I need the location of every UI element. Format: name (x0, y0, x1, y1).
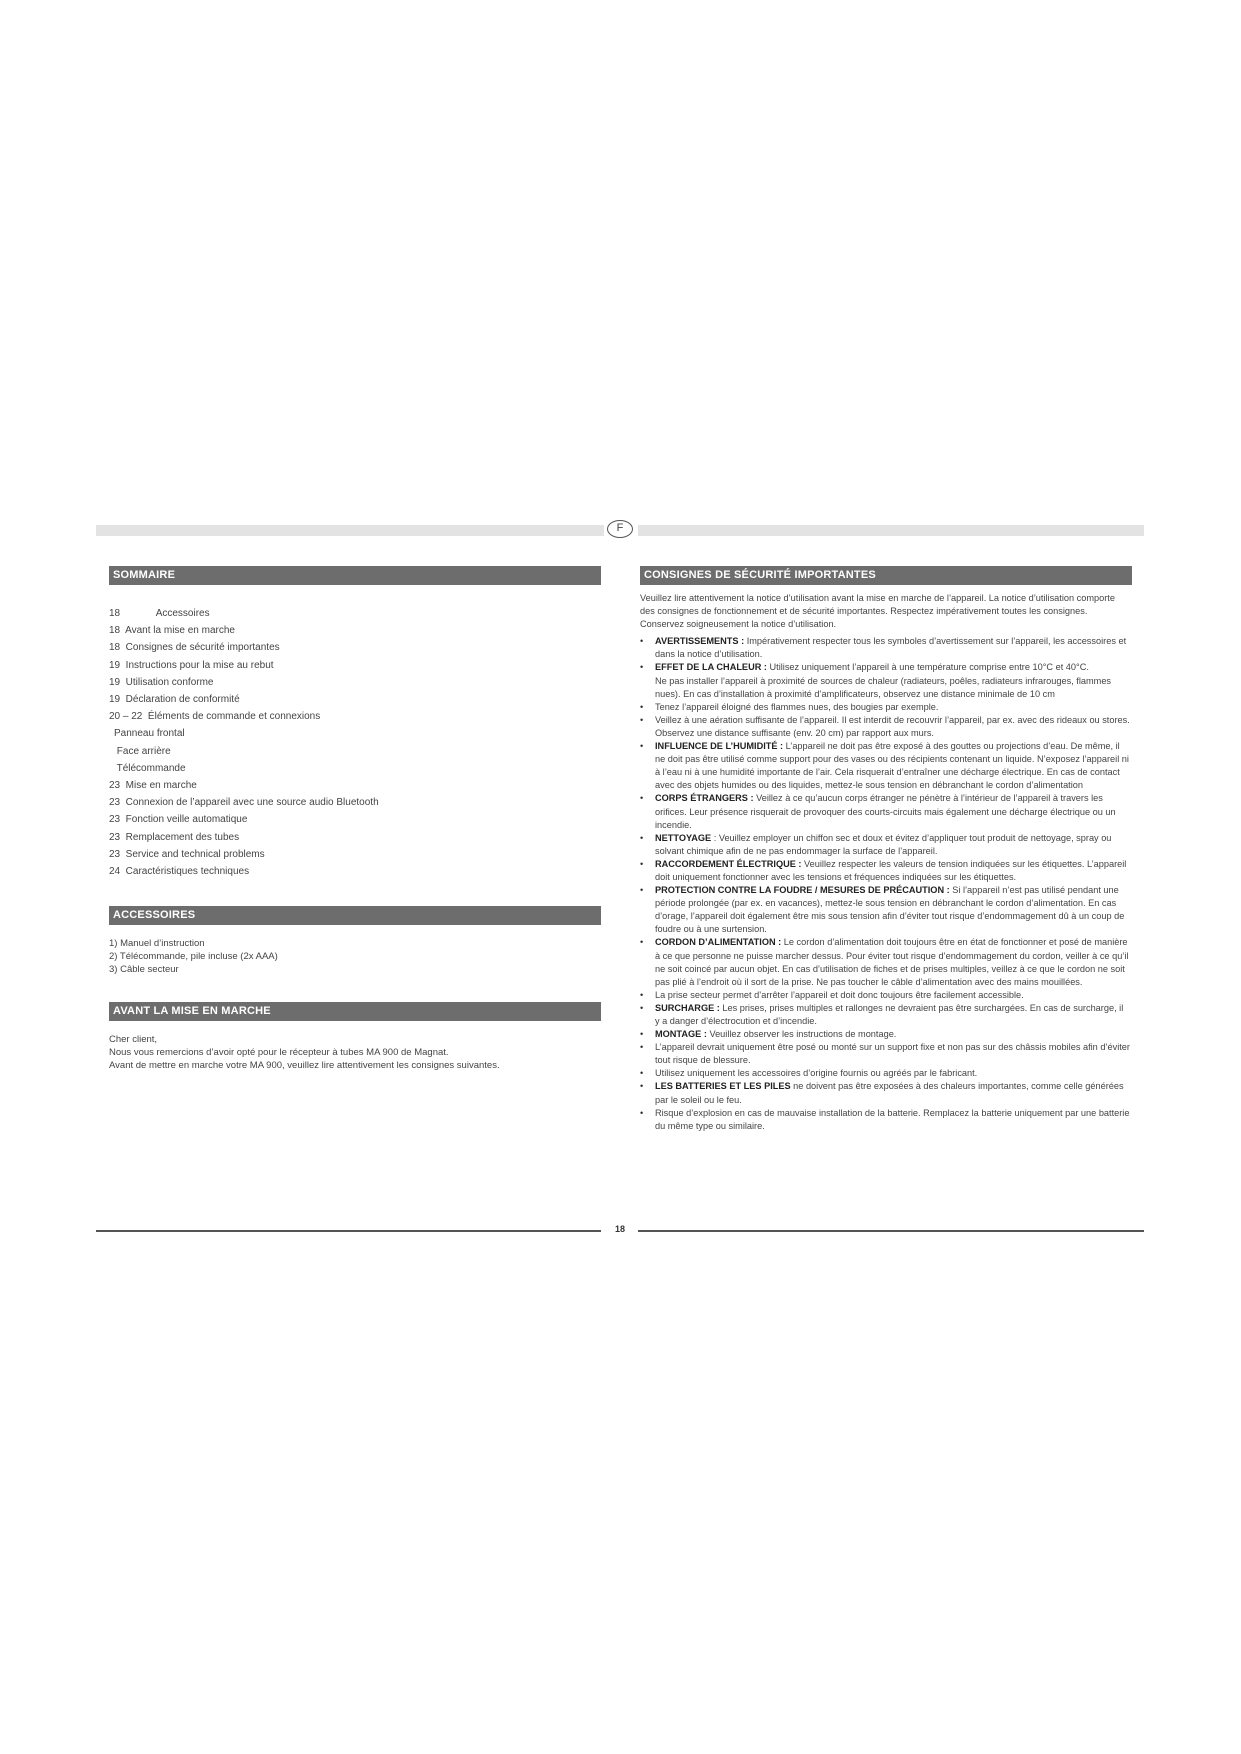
toc-item: Télécommande (114, 762, 186, 774)
bullet-icon: • (640, 662, 644, 673)
safety-item-heading: SURCHARGE : (655, 1002, 720, 1013)
toc-item: 23 Remplacement des tubes (109, 831, 240, 843)
bullet-icon: • (640, 832, 644, 843)
safety-item-text: L’appareil ne doit pas être exposé à des gouttes ou projections d’eau. De même, il ne doit pas être utilisé comme support pour des vases ou des récipients contenant un liquide. N’exposez l’appareil ni à l’eau ni à une humidité importante de l’air. Cela risquerait d’entraîner une décharge électrique. En cas de contact avec des objets humides ou des liquides, mettez-le sous tension en débranchant le cordon d’alimentation (655, 741, 1129, 791)
accessoire-item: 1) Manuel d’instruction (109, 938, 205, 949)
safety-item (640, 936, 1130, 988)
page-number: 18 (614, 1224, 625, 1234)
safety-item-heading: CORDON D’ALIMENTATION : (655, 937, 782, 948)
toc-item: 23 Connexion de l’appareil avec une source audio Bluetooth (109, 797, 379, 809)
bullet-icon: • (640, 741, 644, 752)
safety-item-text: ne doivent pas être exposées à des chaleurs importantes, comme celle générées par le soleil ou le feu. (655, 1081, 1124, 1105)
table-of-contents (109, 605, 589, 880)
safety-item (640, 701, 1130, 714)
toc-item: 23 Mise en marche (109, 780, 197, 792)
bullet-icon: • (640, 714, 644, 725)
toc-item: 18 Consignes de sécurité importantes (109, 642, 280, 654)
bullet-icon: • (640, 1042, 644, 1053)
avant-text (109, 1033, 601, 1072)
safety-item (640, 884, 1130, 936)
safety-item-text: La prise secteur permet d’arrêter l’appareil et doit donc toujours être facilement accessible. (655, 989, 1024, 1000)
safety-item-text: Veuillez observer les instructions de montage. (706, 1029, 897, 1040)
toc-item: 18 Avant la mise en marche (109, 625, 235, 637)
safety-item-text: L’appareil devrait uniquement être posé ou monté sur un support fixe et non pas sur des châssis mobiles afin d’éviter tout risque de blessure. (655, 1042, 1130, 1066)
bullet-icon: • (640, 793, 644, 804)
toc-item: 23 Service and technical problems (109, 848, 265, 860)
toc-item: 19 Déclaration de conformité (109, 694, 240, 706)
bullet-icon: • (640, 1029, 644, 1040)
footer-rule-left (96, 1230, 601, 1232)
safety-item (640, 1067, 1130, 1080)
consignes-header: CONSIGNES DE SÉCURITÉ IMPORTANTES (640, 566, 1132, 585)
safety-item-text: Risque d’explosion en cas de mauvaise installation de la batterie. Remplacez la batterie uniquement par une batterie du même type ou similaire. (655, 1107, 1130, 1131)
safety-item-heading: AVERTISSEMENTS : (655, 636, 745, 647)
safety-item (640, 792, 1130, 831)
bullet-icon: • (640, 1081, 644, 1092)
safety-item-heading: EFFET DE LA CHALEUR : (655, 662, 767, 673)
safety-item-text: Veillez à ce qu’aucun corps étranger ne pénètre à l’intérieur de l’appareil à travers les orifices. Leur présence risquerait de provoquer des courts-circuits mais également une décharge électrique ou un incendie. (655, 793, 1116, 830)
safety-list (640, 635, 1130, 1133)
toc-item: 20 – 22 Éléments de commande et connexions (109, 711, 321, 723)
bullet-icon: • (640, 636, 644, 647)
header-rule-left (96, 525, 604, 536)
safety-item-text: Tenez l’appareil éloigné des flammes nues, des bougies par exemple. (655, 701, 939, 712)
safety-item-heading: MONTAGE : (655, 1029, 707, 1040)
safety-item-text: Le cordon d’alimentation doit toujours être en état de fonctionner et posé de manière à ce que personne ne puisse marcher dessus. Pour éviter tout risque d’endommagement du cordon, veiller à ce qu’il ne soit coincé par aucun objet. En cas d’utilisation de fiches et de prises multiples, veillez à ce que le cordon ne soit pas plié à l’endroit où il sort de la prise. Ne pas toucher le câble d’alimentation avec des mains mouillées. (655, 937, 1129, 987)
bullet-icon: • (640, 989, 644, 1000)
safety-item (640, 1002, 1130, 1028)
safety-item (640, 989, 1130, 1002)
safety-item-text: Impérativement respecter tous les symboles d’avertissement sur l’appareil, les accessoires et dans la notice d’utilisation. (655, 636, 1127, 660)
language-badge: F (607, 520, 633, 538)
safety-item-heading: LES BATTERIES ET LES PILES (655, 1081, 791, 1092)
safety-item-text: Si l’appareil n’est pas utilisé pendant une période prolongée (par ex. en vacances), mettez-le sous tension en débranchant le cordon d’alimentation. En cas d’orage, l’appareil doit également être mis sous tension afin d’éviter tout risque d’endommagement dû à un coup de foudre ou à une surtension. (655, 885, 1125, 935)
safety-item-text: Les prises, prises multiples et rallonges ne devraient pas être surchargées. En cas de surcharge, il y a danger d’électrocution et d’incendie. (655, 1002, 1124, 1026)
bullet-icon: • (640, 885, 644, 896)
avant-line: Avant de mettre en marche votre MA 900, veuillez lire attentivement les consignes suivantes. (109, 1060, 500, 1071)
safety-item-text: Veuillez respecter les valeurs de tension indiquées sur les étiquettes. L’appareil doit uniquement fonctionner avec les tensions et fréquences indiquées sur les étiquettes. (655, 858, 1127, 882)
safety-item (640, 832, 1130, 858)
accessoire-item: 2) Télécommande, pile incluse (2x AAA) (109, 951, 278, 962)
safety-item (640, 858, 1130, 884)
bullet-icon: • (640, 858, 644, 869)
safety-item (640, 714, 1130, 740)
toc-item: 19 Utilisation conforme (109, 676, 214, 688)
footer-rule-right (638, 1230, 1144, 1232)
safety-item (640, 635, 1130, 661)
bullet-icon: • (640, 1068, 644, 1079)
bullet-icon: • (640, 937, 644, 948)
safety-item-text: : Veuillez employer un chiffon sec et doux et évitez d’appliquer tout produit de nettoyage, spray ou solvant chimique afin de ne pas endommager la surface de l’appareil. (655, 832, 1112, 856)
safety-item (640, 1028, 1130, 1041)
safety-instructions (640, 592, 1130, 1133)
safety-item-heading: INFLUENCE DE L’HUMIDITÉ : (655, 741, 784, 752)
toc-item: 23 Fonction veille automatique (109, 814, 248, 826)
safety-item (640, 661, 1130, 700)
safety-item-text: Veillez à une aération suffisante de l’appareil. Il est interdit de recouvrir l’appareil, par ex. avec des rideaux ou stores. Observez une distance suffisante (env. 20 cm) par rapport aux murs. (655, 714, 1130, 738)
safety-item (640, 1080, 1130, 1106)
safety-item (640, 1041, 1130, 1067)
safety-item (640, 740, 1130, 792)
safety-item (640, 1107, 1130, 1133)
toc-item: 18 Accessoires (109, 608, 210, 619)
safety-item-heading: PROTECTION CONTRE LA FOUDRE / MESURES DE PRÉCAUTION : (655, 885, 950, 896)
safety-intro: Veuillez lire attentivement la notice d’utilisation avant la mise en marche de l’appareil. La notice d’utilisation comporte des consignes de fonctionnement et de sécurité importantes. Respectez impérativement toutes les consignes. Conservez soigneusement la notice d’utilisation. (640, 593, 1115, 630)
bullet-icon: • (640, 1002, 644, 1013)
avant-line: Nous vous remercions d’avoir opté pour le récepteur à tubes MA 900 de Magnat. (109, 1047, 449, 1058)
toc-item: Panneau frontal (114, 728, 185, 740)
sommaire-header: SOMMAIRE (109, 566, 601, 585)
avant-line: Cher client, (109, 1034, 158, 1045)
bullet-icon: • (640, 701, 644, 712)
accessoire-item: 3) Câble secteur (109, 964, 179, 975)
safety-item-heading: CORPS ÉTRANGERS : (655, 793, 754, 804)
toc-item: 19 Instructions pour la mise au rebut (109, 659, 274, 671)
header-rule-right (638, 525, 1144, 536)
toc-item: Face arrière (114, 745, 171, 757)
safety-item-heading: NETTOYAGE (655, 832, 712, 843)
bullet-icon: • (640, 1107, 644, 1118)
accessoires-header: ACCESSOIRES (109, 906, 601, 925)
safety-item-text: Utilisez uniquement les accessoires d’origine fournis ou agréés par le fabricant. (655, 1068, 978, 1079)
toc-item: 24 Caractéristiques techniques (109, 866, 250, 878)
avant-header: AVANT LA MISE EN MARCHE (109, 1002, 601, 1021)
accessoires-list (109, 937, 589, 976)
safety-item-heading: RACCORDEMENT ÉLECTRIQUE : (655, 858, 802, 869)
safety-item-text: Utilisez uniquement l’appareil à une température comprise entre 10°C et 40°C. Ne pas installer l’appareil à proximité de sources de chaleur (radiateurs, poêles, radiateurs infrarouges, flammes nues). En cas d’installation à proximité d’amplificateurs, observez une distance minimale de 10 cm (655, 662, 1112, 699)
